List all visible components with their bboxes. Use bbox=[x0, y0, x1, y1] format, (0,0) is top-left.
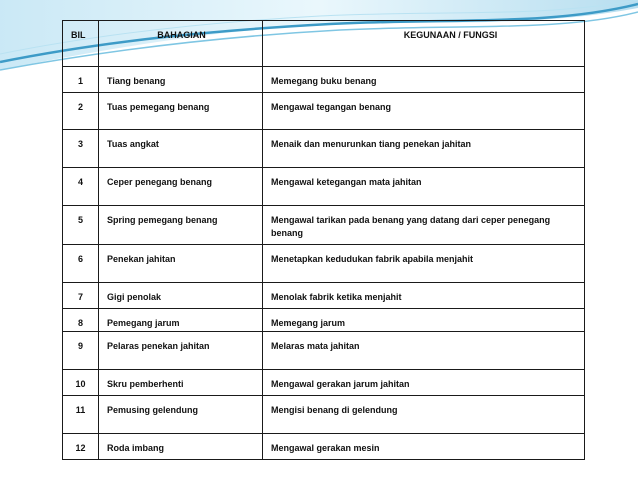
table-row bbox=[63, 332, 585, 370]
row-function: Memegang buku benang bbox=[263, 67, 585, 93]
row-part: Tiang benang bbox=[99, 67, 263, 93]
row-function: Memegang jarum bbox=[263, 309, 585, 332]
header-kegunaan-fungsi: KEGUNAAN / FUNGSI bbox=[263, 21, 585, 67]
table-row bbox=[63, 93, 585, 130]
table-row bbox=[63, 130, 585, 168]
row-function: Mengawal gerakan jarum jahitan bbox=[263, 370, 585, 396]
header-bahagian: BAHAGIAN bbox=[99, 21, 263, 67]
row-part: Pemusing gelendung bbox=[99, 396, 263, 434]
row-number: 2 bbox=[63, 93, 99, 130]
row-function: Menetapkan kedudukan fabrik apabila menjahit bbox=[263, 245, 585, 283]
table-header-row bbox=[63, 21, 585, 67]
row-part: Tuas pemegang benang bbox=[99, 93, 263, 130]
row-number: 7 bbox=[63, 283, 99, 309]
row-number: 1 bbox=[63, 67, 99, 93]
row-number: 5 bbox=[63, 206, 99, 245]
table-row bbox=[63, 67, 585, 93]
table-row bbox=[63, 396, 585, 434]
header-bil: BIL bbox=[63, 21, 99, 67]
row-function: Mengisi benang di gelendung bbox=[263, 396, 585, 434]
row-part: Spring pemegang benang bbox=[99, 206, 263, 245]
row-number: 4 bbox=[63, 168, 99, 206]
row-function: Mengawal tarikan pada benang yang datang dari ceper penegang benang bbox=[263, 206, 585, 245]
row-part: Tuas angkat bbox=[99, 130, 263, 168]
row-function: Mengawal ketegangan mata jahitan bbox=[263, 168, 585, 206]
row-part: Ceper penegang benang bbox=[99, 168, 263, 206]
sewing-machine-parts-table bbox=[62, 20, 585, 460]
row-number: 9 bbox=[63, 332, 99, 370]
table-row bbox=[63, 206, 585, 245]
row-function: Mengawal gerakan mesin bbox=[263, 434, 585, 460]
row-number: 8 bbox=[63, 309, 99, 332]
row-part: Pelaras penekan jahitan bbox=[99, 332, 263, 370]
table-row bbox=[63, 283, 585, 309]
row-number: 11 bbox=[63, 396, 99, 434]
table-row bbox=[63, 370, 585, 396]
row-function: Mengawal tegangan benang bbox=[263, 93, 585, 130]
row-part: Gigi penolak bbox=[99, 283, 263, 309]
row-function: Melaras mata jahitan bbox=[263, 332, 585, 370]
row-number: 10 bbox=[63, 370, 99, 396]
row-part: Roda imbang bbox=[99, 434, 263, 460]
row-number: 12 bbox=[63, 434, 99, 460]
row-part: Skru pemberhenti bbox=[99, 370, 263, 396]
table-row bbox=[63, 309, 585, 332]
row-function: Menolak fabrik ketika menjahit bbox=[263, 283, 585, 309]
row-function: Menaik dan menurunkan tiang penekan jahitan bbox=[263, 130, 585, 168]
table-row bbox=[63, 434, 585, 460]
row-part: Penekan jahitan bbox=[99, 245, 263, 283]
row-part: Pemegang jarum bbox=[99, 309, 263, 332]
table-row bbox=[63, 168, 585, 206]
row-number: 6 bbox=[63, 245, 99, 283]
row-number: 3 bbox=[63, 130, 99, 168]
table-row bbox=[63, 245, 585, 283]
